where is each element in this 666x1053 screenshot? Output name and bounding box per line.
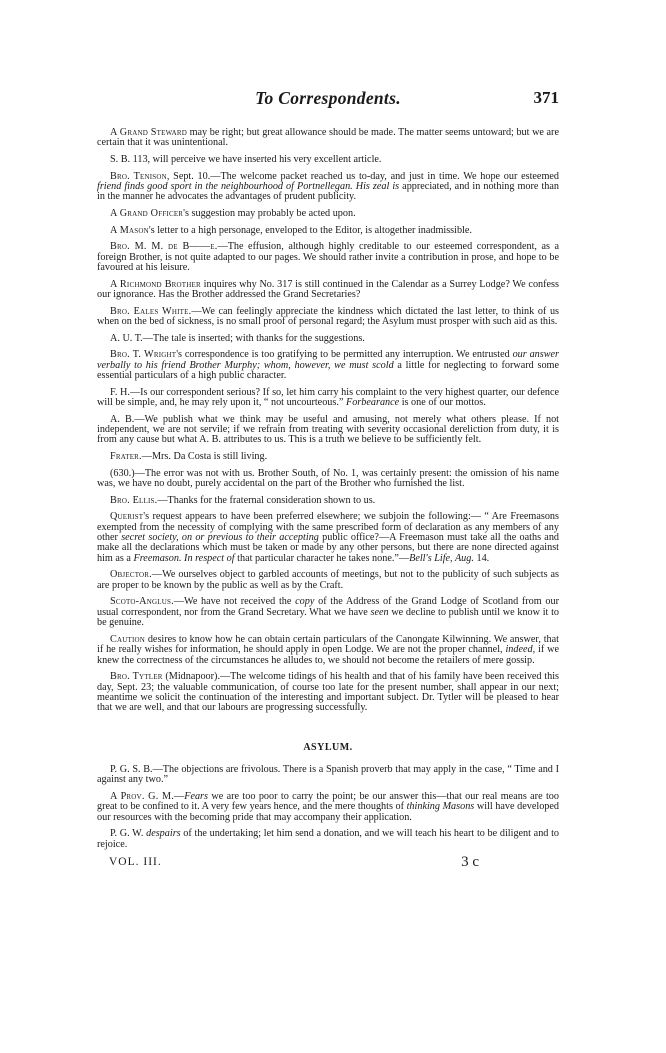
notice-text: a little for neglecting to forward some essential particulars of a high public character. bbox=[97, 359, 559, 381]
notice-paragraph bbox=[97, 307, 559, 328]
notice-text: 's request appears to have been preferred elsewhere; we subjoin the following:— “ Are Freemasons exempted from the necessity of complying with the same prescribed form of declaration as any members of any other bbox=[97, 511, 559, 543]
notice-text: —We have not received the bbox=[173, 596, 296, 608]
notice-text: we are too poor to carry the point; be our answer this—that our real means are too great to be confined to it. A very few years hence, and the mere thoughts of bbox=[97, 790, 559, 813]
notice-text: desires to know how he can obtain certain particulars of the Canongate Kilwinning. We answer, that if he really wishes for information, he should apply in open Lodge. We are not the proper channel, bbox=[97, 633, 559, 656]
notice-text: will have developed our resources with the becoming pride that may accompany their application. bbox=[97, 801, 559, 823]
notice-text: —We ourselves object to garbled accounts of meetings, but not to the publicity of such subjects as are proper to be known by the public as well as by the Craft. bbox=[97, 569, 559, 591]
section-title: ASYLUM. bbox=[303, 741, 353, 753]
notice-text-italic: seen bbox=[370, 606, 389, 618]
volume-label: VOL. III. bbox=[109, 856, 162, 869]
notice-text: may be right; but great allowance should be made. The matter seems untoward; but we are certain that it was unintentional. bbox=[97, 127, 559, 149]
notice-text: , Sept. 10.—The welcome packet reached us to-day, and just in time. We hope our esteemed bbox=[166, 170, 559, 182]
notice-text: 's suggestion may probably be acted upon. bbox=[183, 208, 356, 219]
notice-text: if we knew the correctness of the circumstances he alludes to, we should not become the retailers of mere gossip. bbox=[97, 644, 559, 666]
notice-text: appreciated, and in nothing more than in the manner he advocates the advantages of prudent publicity. bbox=[97, 181, 559, 203]
notice-paragraph bbox=[97, 597, 559, 628]
addressee: Objector. bbox=[110, 569, 152, 581]
notice-text: —Thanks for the fraternal consideration shown to us. bbox=[157, 494, 376, 506]
page-number: 371 bbox=[533, 88, 559, 107]
notice-text-italic: thinking Masons bbox=[406, 801, 475, 813]
notice-text: we decline to publish until we know it to be genuine. bbox=[97, 606, 560, 629]
addressee: P. G. W. bbox=[110, 828, 144, 840]
notice-text-italic: Fears bbox=[184, 790, 208, 802]
addressee: A. U. T. bbox=[110, 332, 143, 344]
notice-paragraph bbox=[97, 172, 559, 203]
notice-text: —The tale is inserted; with thanks for the suggestions. bbox=[142, 332, 365, 344]
notice-text: —Mrs. Da Costa is still living. bbox=[141, 451, 268, 462]
addressee: A Grand Officer bbox=[110, 208, 184, 219]
signature-mark: 3 c bbox=[461, 854, 479, 871]
notice-paragraph bbox=[97, 792, 559, 823]
notice-paragraph bbox=[97, 415, 559, 446]
notice-paragraph bbox=[97, 469, 559, 490]
addressee: Frater. bbox=[110, 451, 142, 462]
notice-text: 14. bbox=[473, 552, 490, 564]
addressee: A Mason bbox=[110, 224, 149, 236]
notice-text: —The effusion, although highly creditable to our esteemed correspondent, as a foreign Brother, is not quite adapted to our pages. We should rather invite a contribution in prose, and hope to be favoured at his leisure. bbox=[97, 241, 559, 273]
notice-paragraph bbox=[97, 452, 559, 462]
notice-paragraph bbox=[97, 829, 559, 850]
notice-paragraph bbox=[97, 226, 559, 236]
notice-text: —We can feelingly appreciate the kindness which dictated the last letter, to think of us when on the bed of sickness, is no small proof of personal regard; the Asylum must prosper with such aid as this. bbox=[97, 305, 559, 327]
notice-paragraph bbox=[97, 570, 559, 591]
notice-text-italic: Freemason. In respect of bbox=[133, 552, 235, 564]
addressee: F. H. bbox=[110, 386, 130, 398]
notice-paragraph bbox=[97, 672, 559, 714]
notice-paragraph bbox=[97, 209, 559, 219]
notice-paragraph bbox=[97, 242, 559, 273]
addressee: Bro. Tytler bbox=[110, 671, 163, 683]
addressee: P. G. S. B. bbox=[110, 763, 153, 775]
notice-paragraph bbox=[97, 512, 559, 564]
page-footer bbox=[97, 856, 559, 876]
notice-text: —Is our correspondent serious? If so, let him carry his complaint to the very highest quarter, our defence will be simple, and, he may rely upon it, “ not uncourteous.” bbox=[97, 386, 559, 408]
notice-text: is one of our mottos. bbox=[399, 397, 486, 408]
addressee: Caution bbox=[110, 633, 146, 645]
addressee: Bro. Eales White. bbox=[110, 305, 192, 317]
notice-text: inquires why No. 317 is still continued in the Calendar as a Surrey Lodge? We confess our ignorance. Has the Brother addressed the Grand Secretaries? bbox=[97, 278, 559, 300]
notice-paragraph bbox=[97, 388, 559, 409]
notice-paragraph bbox=[97, 496, 559, 506]
addressee: Querist bbox=[110, 511, 144, 523]
addressee: A Prov. G. M. bbox=[110, 790, 175, 802]
addressee: Scoto-Anglus. bbox=[110, 596, 174, 608]
notice-text: (Midnapoor).—The welcome tidings of his health and that of his family have been received this day, Sept. 23; the valuable communication, of course too late for the present number, shall appear in our next; meantime we solicit the continuation of the interesting and important subject. Dr. Tytler will be pleased to hear that we are well, and that our labours are progressing successfully. bbox=[97, 671, 559, 714]
addressee: A. B. bbox=[110, 413, 135, 425]
addressee: Bro. Tenison bbox=[110, 170, 167, 182]
addressee: A Grand Steward bbox=[110, 127, 187, 138]
notice-text-italic: Forbearance bbox=[345, 397, 400, 408]
addressee: Bro. T. Wright bbox=[110, 349, 177, 361]
notice-text: 's correspondence is too gratifying to be permitted any interruption. We entrusted bbox=[176, 349, 513, 361]
correspondence-notices bbox=[97, 128, 559, 714]
notice-text-italic: our answer verbally to his friend Brother Murphy; whom, however, we must scold bbox=[97, 349, 559, 371]
notice-paragraph bbox=[97, 350, 559, 381]
notice-paragraph bbox=[97, 155, 559, 165]
notice-text-italic: secret society, on or previous to their accepting bbox=[121, 532, 319, 543]
notice-paragraph bbox=[97, 334, 559, 344]
notice-text: — bbox=[174, 790, 185, 802]
running-head bbox=[97, 88, 559, 118]
notice-text: 's letter to a high personage, enveloped to the Editor, is altogether inadmissible. bbox=[148, 224, 472, 236]
notice-text: —The error was not with us. Brother South, of No. 1, was certainly present: the omission of his name was, we have no doubt, purely accidental on the part of the Brother who furnished the list. bbox=[97, 467, 559, 489]
notice-text: S. B. 113, will perceive we have inserted his very excellent article. bbox=[110, 154, 382, 165]
addressee: Bro. Ellis. bbox=[110, 494, 158, 506]
notice-text: public office?—A Freemason must take all the oaths and make all the declarations which must be taken or made by any other persons, but there are none directed against him as a bbox=[97, 532, 560, 564]
running-title: To Correspondents. bbox=[255, 88, 401, 108]
notice-paragraph bbox=[97, 635, 559, 666]
notice-paragraph bbox=[97, 280, 559, 301]
notice-text: —We publish what we think may be useful and amusing, not merely what others please. If not independent, we are not servile; if we refrain from treating with severity occasional dereliction from duty, it is from any cause but what A. B. attributes to us. This is a truth we believe to be sufficiently felt. bbox=[97, 413, 559, 446]
notice-text: of the Address of the Grand Lodge of Scotland from our usual correspondent, nor from the Grand Secretary. What we have bbox=[97, 596, 559, 618]
notice-text-italic: copy bbox=[295, 596, 315, 608]
asylum-notices bbox=[97, 765, 559, 850]
addressee: (630.) bbox=[110, 467, 135, 479]
notice-paragraph bbox=[97, 128, 559, 149]
notice-text: that particular character he takes none.”— bbox=[234, 552, 410, 564]
addressee: A Richmond Brother bbox=[110, 278, 201, 290]
notice-text-italic: Bell's Life, Aug. bbox=[409, 552, 474, 564]
notice-text: —The objections are frivolous. There is a Spanish proverb that may apply in the case, “ Time and I against any two.” bbox=[97, 763, 559, 786]
notice-text-italic: indeed, bbox=[505, 644, 536, 656]
notice-text-italic: friend finds good sport in the neighbourhood of Portnellegan. His zeal is bbox=[97, 181, 400, 192]
notice-paragraph bbox=[97, 765, 559, 786]
document-page bbox=[97, 88, 559, 876]
notice-text-italic: despairs bbox=[146, 828, 181, 840]
notice-text: of the undertaking; let him send a donation, and we will teach his heart to be diligent and to rejoice. bbox=[97, 828, 559, 850]
addressee: Bro. M. M. de B——e. bbox=[110, 241, 218, 253]
